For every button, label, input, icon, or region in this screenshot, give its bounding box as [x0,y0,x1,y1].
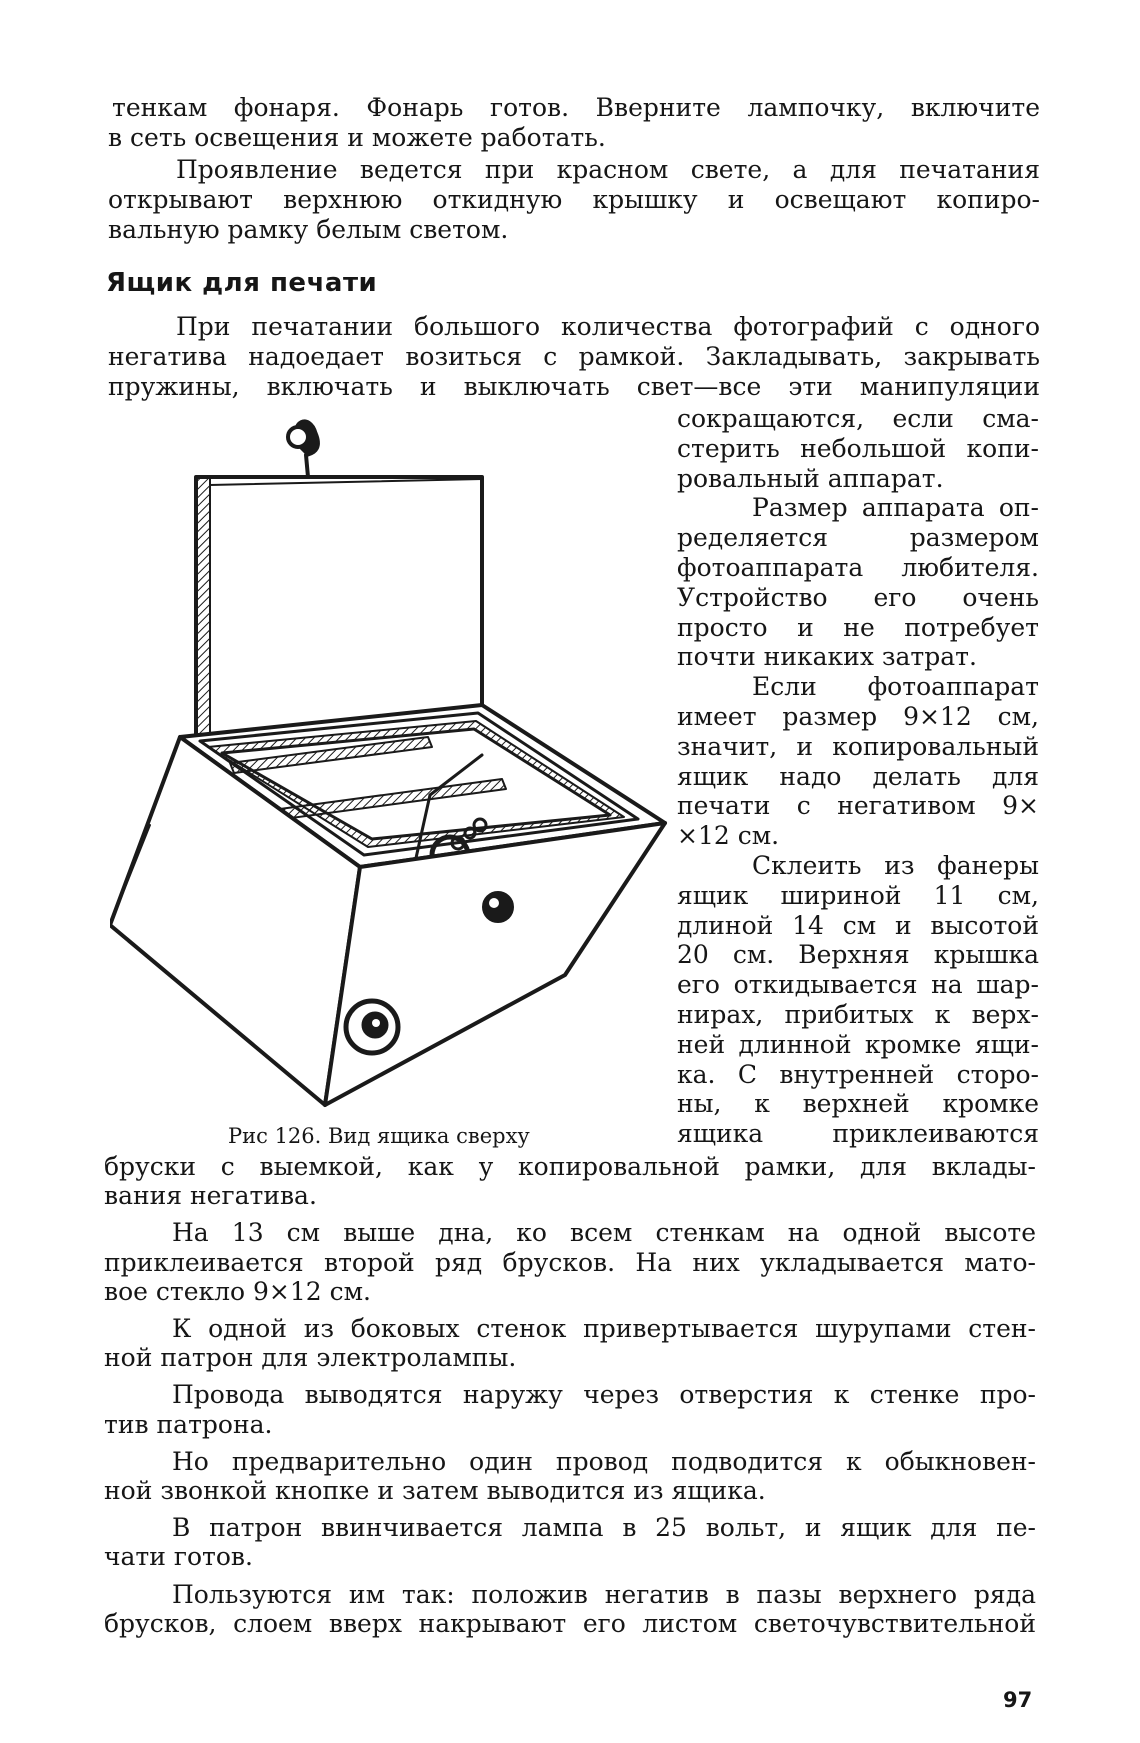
text-line: стерить небольшой копи- [677,433,1039,463]
text-line: Пользуются им так: положив негатив в пазы верхнего ряда [172,1579,1036,1609]
text-line: длиной 14 см и высотой [677,910,1039,940]
text-line: чати готов. [104,1542,253,1572]
text-line: нирах, прибитых к верх- [677,999,1039,1029]
text-line: вальную рамку белым светом. [108,215,509,244]
text-line: ной звонкой кнопке и затем выводится из ящика. [104,1476,766,1506]
text-line: значит, и копировальный [677,731,1039,761]
text-line: ящик надо делать для [677,761,1039,791]
text-line: ределяется размером [677,523,1039,553]
text-line: ны, к верхней кромке [677,1089,1039,1119]
text-line: пружины, включать и выключать свет—все эти манипуляции [108,372,1040,401]
text-line: в сеть освещения и можете работать. [108,123,606,152]
text-line: приклеивается второй ряд брусков. На них укладывается мато- [104,1247,1036,1277]
text-line: Проявление ведется при красном свете, а для печатания [176,155,1040,184]
text-line: открывают верхнюю откидную крышку и освещают копиро- [108,185,1040,214]
text-line: тив патрона. [104,1409,273,1439]
text-line: Но предварительно один провод подводится к обыкновен- [172,1446,1036,1476]
text-line: При печатании большого количества фотографий с одного [176,312,1040,341]
box-front-face [325,823,665,1105]
text-line: ящик шириной 11 см, [677,880,1039,910]
text-line: тенкам фонаря. Фонарь готов. Вверните лампочку, включите [112,93,1040,122]
switch-knob [483,892,513,922]
text-line: В патрон ввинчивается лампа в 25 вольт, и ящик для пе- [172,1513,1036,1543]
text-line: вое стекло 9×12 см. [104,1276,372,1306]
text-line: Провода выводятся наружу через отверстия к стенке про- [172,1380,1036,1410]
text-line: Склеить из фанеры [752,850,1039,880]
text-line: Размер аппарата оп- [752,493,1039,523]
text-line: ящика приклеиваются [677,1119,1039,1149]
lid-handle-ring [288,427,308,447]
text-line: 20 см. Верхняя крышка [677,940,1039,970]
text-line: печати с негативом 9× [677,791,1039,821]
text-line: бруски с выемкой, как у копировальной рамки, для вклады- [104,1152,1036,1181]
text-line: ней длинной кромке ящи- [677,1029,1039,1059]
text-line: его откидывается на шар- [677,970,1039,1000]
paragraph-printing-intro [108,312,1040,402]
text-line: ×12 см. [677,821,780,851]
text-line: ной патрон для электролампы. [104,1343,517,1373]
text-line: К одной из боковых стенок привертывается шурупами стен- [172,1314,1036,1344]
text-line: сокращаются, если сма- [677,404,1039,433]
text-line: просто и не потребует [677,612,1039,642]
section-heading: Ящик для печати [106,268,378,298]
paragraph-developing [108,155,1040,245]
right-column-text [677,404,1039,1149]
printing-box-illustration [110,415,670,1120]
figure-caption: Рис 126. Вид ящика сверху [228,1124,530,1148]
top-paragraph [108,93,1040,153]
text-line: вания негатива. [104,1181,317,1211]
text-line: ровальный аппарат. [677,463,944,493]
text-line: Устройство его очень [677,582,1039,612]
text-line: ка. С внутренней сторо- [677,1059,1039,1089]
text-line: фотоаппарата любителя. [677,552,1039,582]
lid-hinge-strip [196,477,210,735]
text-line: негатива надоедает возиться с рамкой. Закладывать, закрывать [108,342,1040,371]
text-line: Если фотоаппарат [752,672,1039,702]
text-line: почти никаких затрат. [677,642,977,672]
open-lid [196,477,482,735]
text-line: брусков, слоем вверх накрывают его листом светочувствительной [104,1608,1036,1638]
text-line: На 13 см выше дна, ко всем стенкам на одной высоте [172,1218,1036,1248]
bottom-text [104,1152,1036,1638]
page-number: 97 [1003,1688,1033,1712]
text-line: имеет размер 9×12 см, [677,701,1039,731]
